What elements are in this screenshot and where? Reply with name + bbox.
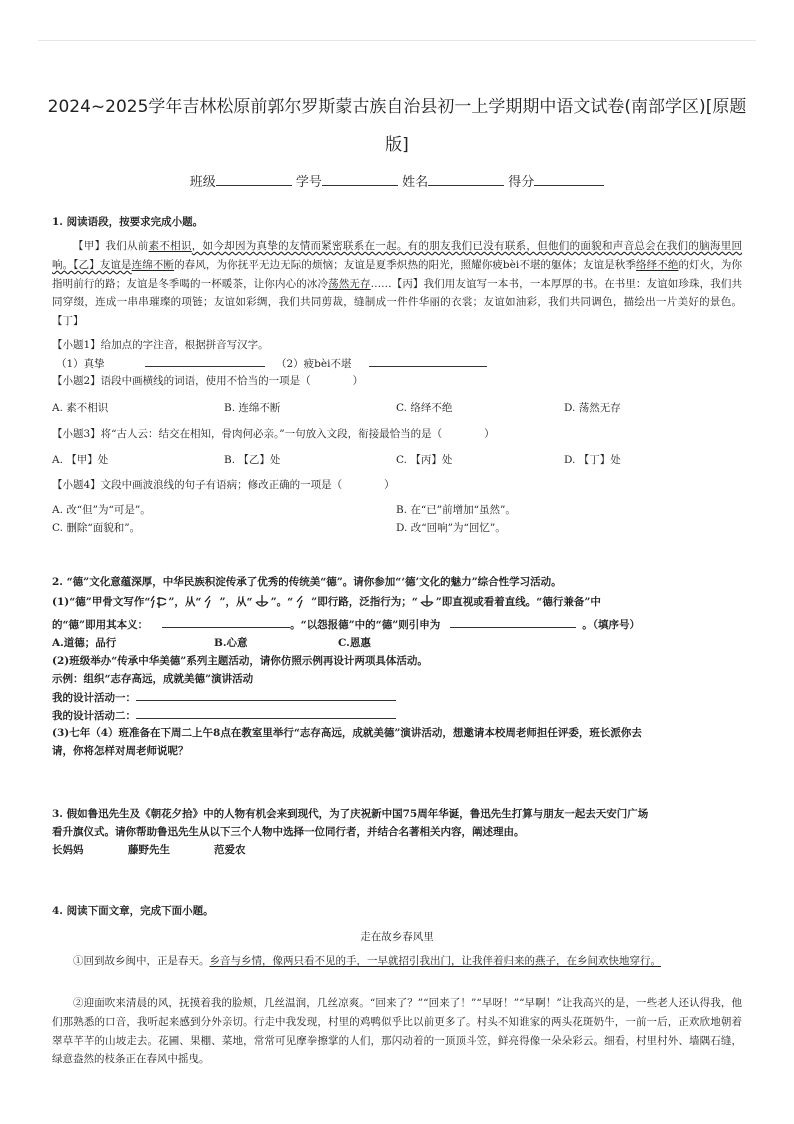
name-label: 姓名: [402, 175, 429, 190]
score-blank[interactable]: [534, 171, 604, 186]
underlined-word: 荡然无存: [328, 277, 371, 290]
article-paragraph-1: ①回到故乡闽中，正是春天。乡音与乡情，像两只看不见的手，一早就招引我出门，让我伴着归来的燕子，在乡间欢快地穿行。: [73, 955, 661, 967]
q1-sub3-option-d[interactable]: D. 【丁】处: [564, 454, 621, 466]
q2-design-1: 我的设计活动一：: [52, 688, 396, 708]
q3-line1: 3. 假如鲁迅先生及《朝花夕拾》中的人物有机会来到现代，为了庆祝新中国75周年华诞，鲁迅先生打算与朋友一起去天安门广场: [52, 808, 649, 820]
q2-part1-line2: 的“德”即用其本义： 。“以怨报德”中的“德”则引申为 。（填序号）: [52, 615, 640, 635]
q1-sub1-heading: 【小题1】给加点的字注音，根据拼音写汉字。: [52, 339, 269, 351]
oracle-chi-glyph-icon: [201, 594, 219, 610]
article-paragraph-2: ②迎面吹来清晨的风，抚摸着我的脸颊，几丝温润，几丝凉爽。“回来了？”“回来了！”“早呀！”“早啊！”让我高兴的是，一些老人还认得我，他们那熟悉的口音，我听起来感到分外亲切。行走中我发现，村里的鸡鸭似乎比以前更多了。村头不知谁家的两头花斑奶牛，一前一后，正欢欣地朝着翠草芊芊的山坡走去。花圃、果棚、菜地，常常可见摩拳擦掌的人们，那闪动着的一顶顶斗笠，鲜亮得像一朵朵彩云。细看，村里村外、墙隅石缝，绿意盎然的枝条正在春风中摇曳。: [52, 997, 742, 1066]
answer-blank[interactable]: [145, 354, 265, 367]
oracle-chi-glyph-icon: [293, 594, 311, 610]
score-label: 得分: [508, 175, 535, 190]
answer-blank[interactable]: [369, 354, 487, 367]
q1-sub1-item-a: （1）真挚: [56, 354, 265, 374]
answer-blank[interactable]: [136, 706, 396, 719]
q2-part3-line2: 请，你将怎样对周老师说呢？: [52, 745, 189, 757]
q2-option-a[interactable]: A.道德；品行: [52, 637, 117, 649]
q2-option-b[interactable]: B.心意: [214, 637, 248, 649]
class-label: 班级: [189, 175, 216, 190]
article-title: 走在故乡春风里: [360, 931, 434, 943]
student-number-blank[interactable]: [322, 171, 398, 186]
student-number-label: 学号: [295, 175, 322, 190]
q1-sub4-option-b[interactable]: B. 在“已”前增加“虽然”。: [396, 504, 516, 516]
q1-sub3-option-c[interactable]: C. 【丙】处: [396, 454, 453, 466]
passage-text: ……【丙】我们用友谊写一本书，一本厚厚的书。在书里：友谊如珍珠，我们共同穿缀，连成一串串璀璨的项链；友谊如彩绸，我们共同剪裁，缝制成一件件华丽的衣裳；友谊如油彩，我们共同调色，描绘出一片美好的景色。【丁】: [52, 277, 743, 328]
page-title: 2024~2025学年吉林松原前郭尔罗斯蒙古族自治县初一上学期期中语文试卷(南部学区)[原题版]: [47, 97, 747, 155]
underlined-word: 素不相识: [148, 240, 192, 252]
top-divider: [38, 40, 756, 41]
passage-text: 【甲】我们从前: [73, 240, 149, 252]
q3-person-1[interactable]: 长妈妈: [52, 844, 84, 856]
q1-sub4-option-a[interactable]: A. 改“但”为“可是”。: [52, 504, 151, 516]
passage-text: 的灯火，为你指明前行的路；友谊是冬季喝的一杯暖茶，让你内心的冰冷: [52, 258, 743, 290]
underlined-word: 连绵不断: [131, 258, 175, 271]
answer-blank[interactable]: [450, 615, 576, 628]
q1-sub1-item-b: （2）疲bèi不堪: [276, 354, 487, 374]
passage-text: 的春风，为你抚平无边无际的烦恼；友谊是夏季炽热的阳光，照耀你疲bèi不堪的躯体；友谊是秋季: [174, 258, 637, 271]
q1-sub2-option-b[interactable]: B. 连绵不断: [224, 402, 281, 414]
oracle-de-glyph-icon: [150, 594, 168, 610]
q2-design-2: 我的设计活动二：: [52, 706, 396, 726]
q2-part2: (2)班级举办“传承中华美德”系列主题活动，请你仿照示例再设计两项具体活动。: [52, 655, 428, 667]
answer-blank[interactable]: [136, 688, 396, 701]
student-info-row: [0, 171, 794, 190]
q1-sub2-option-d[interactable]: D. 荡然无存: [564, 402, 621, 414]
wavy-sentence: ，如今却因为真挚的友情而紧密联系在一起。有的朋友我们已没有联系，但他们的面貌和声音总会在我们的脑海里回响。【乙】友谊是: [52, 240, 743, 271]
q2-part1-line1: (1)“德”甲骨文写作“ ”，从“ ”，从“ ”。“ ”即行路，泛指行为；“ ”即直视或看着直线。“德行兼备”中: [52, 596, 601, 608]
q1-sub3-heading: 【小题3】将“古人云：结交在相知，骨肉何必亲。”一句放入文段，衔接最恰当的是（ ）: [52, 428, 495, 440]
q1-sub4-heading: 【小题4】文段中画波浪线的句子有语病；修改正确的一项是（ ）: [52, 479, 395, 491]
q1-sub2-option-c[interactable]: C. 络绎不绝: [396, 402, 453, 414]
q2-heading: 2. “德”文化意蕴深厚，中华民族积淀传承了优秀的传统美“德”。请你参加“‘德’文化的魅力”综合性学习活动。: [52, 576, 562, 588]
q3-person-3[interactable]: 范爱农: [214, 844, 246, 856]
underlined-word: 络绎不绝: [636, 258, 679, 271]
class-blank[interactable]: [216, 171, 292, 186]
underlined-sentence: 乡音与乡情，像两只看不见的手，一早就招引我出门，让我伴着归来的燕子，在乡间欢快地穿行。: [209, 955, 661, 967]
q4-heading: 4. 阅读下面文章，完成下面小题。: [52, 905, 214, 917]
q1-sub3-option-a[interactable]: A. 【甲】处: [52, 454, 109, 466]
q2-part3-line1: (3)七年（4）班准备在下周二上午8点在教室里举行“志存高远，成就美德”演讲活动，想邀请本校周老师担任评委，班长派你去: [52, 727, 642, 739]
q1-sub3-option-b[interactable]: B. 【乙】处: [224, 454, 281, 466]
q2-option-c[interactable]: C.恩惠: [338, 637, 371, 649]
q1-sub4-option-c[interactable]: C. 删除“面貌和”。: [52, 522, 141, 534]
oracle-zhi-glyph-icon: [253, 594, 271, 610]
q1-passage: [52, 237, 742, 331]
q2-example: 示例：组织“志存高远，成就美德”演讲活动: [52, 673, 254, 685]
q1-heading: 1. 阅读语段，按要求完成小题。: [52, 216, 204, 228]
oracle-zhi-glyph-icon: [418, 594, 436, 610]
q1-sub4-option-d[interactable]: D. 改“回响”为“回忆”。: [396, 522, 506, 534]
q3-line2: 看升旗仪式。请你帮助鲁迅先生从以下三个人物中选择一位同行者，并结合名著相关内容，阐述理由。: [52, 826, 525, 838]
q3-person-2[interactable]: 藤野先生: [128, 844, 170, 856]
q1-sub2-heading: 【小题2】语段中画横线的词语，使用不恰当的一项是（ ）: [52, 375, 364, 387]
name-blank[interactable]: [428, 171, 504, 186]
answer-blank[interactable]: [162, 615, 290, 628]
q1-sub2-option-a[interactable]: A. 素不相识: [52, 402, 109, 414]
